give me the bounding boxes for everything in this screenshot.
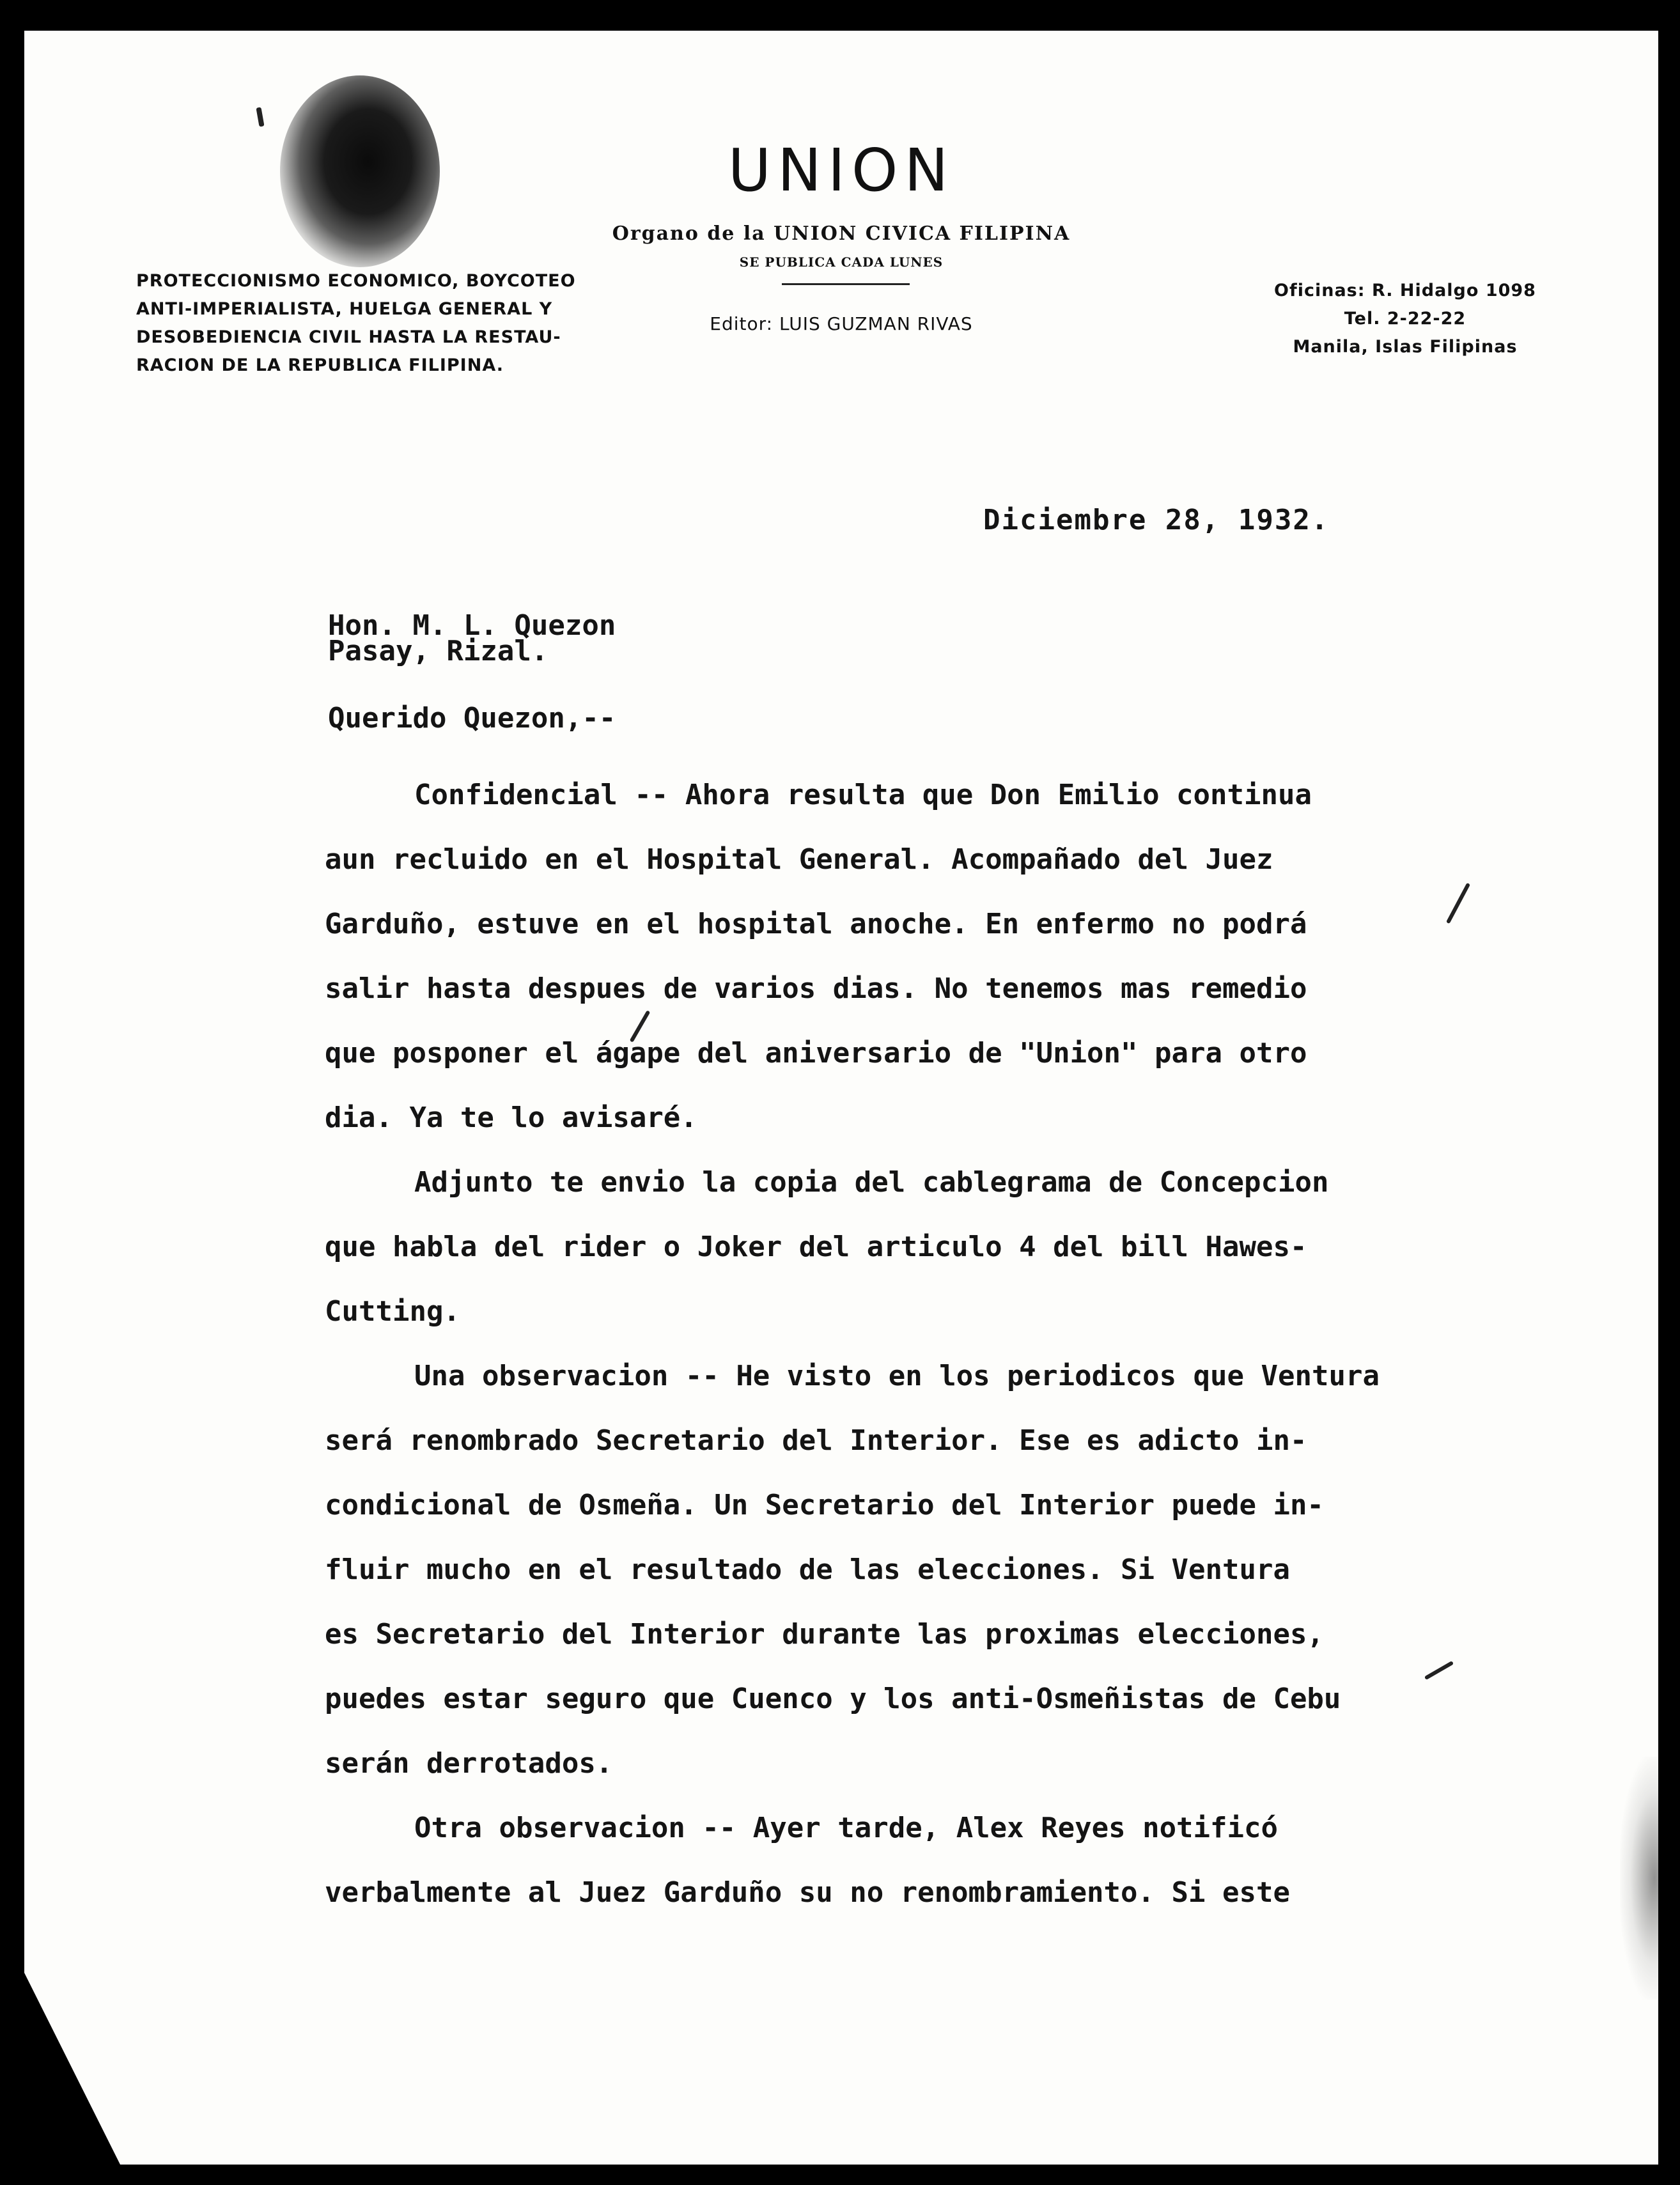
body-line: aun recluido en el Hospital General. Acompañado del Juez	[325, 843, 1273, 876]
torn-corner	[24, 1973, 120, 2165]
body-line: Otra observacion -- Ayer tarde, Alex Reyes notificó	[414, 1812, 1279, 1844]
letterhead-motto	[136, 267, 622, 380]
body-line: verbalmente al Juez Garduño su no renombramiento. Si este	[325, 1876, 1290, 1909]
body-line: Cutting.	[325, 1295, 460, 1328]
letter-body	[325, 763, 1539, 1925]
letter-page	[24, 31, 1658, 2165]
letterhead-office	[1226, 277, 1584, 361]
body-line: Una observacion -- He visto en los periodicos que Ventura	[414, 1360, 1380, 1392]
body-line: que habla del rider o Joker del articulo 4 del bill Hawes-	[325, 1231, 1307, 1263]
salutation: Querido Quezon,--	[328, 702, 616, 735]
body-line: puedes estar seguro que Cuenco y los anti-Osmeñistas de Cebu	[325, 1683, 1341, 1715]
body-line: salir hasta despues de varios dias. No tenemos mas remedio	[325, 972, 1307, 1005]
motto-line: DESOBEDIENCIA CIVIL HASTA LA RESTAU-	[136, 327, 561, 347]
body-line: será renombrado Secretario del Interior. Ese es adicto in-	[325, 1424, 1307, 1457]
letterhead-divider	[782, 283, 910, 285]
body-line: Garduño, estuve en el hospital anoche. En enfermo no podrá	[325, 908, 1307, 940]
letterhead-organ: Organo de la UNION CIVICA FILIPINA	[612, 222, 1071, 245]
body-line: Adjunto te envio la copia del cablegrama de Concepcion	[414, 1166, 1329, 1199]
body-line: serán derrotados.	[325, 1747, 613, 1780]
recipient-name: Hon. M. L. Quezon	[328, 609, 616, 642]
motto-line: RACION DE LA REPUBLICA FILIPINA.	[136, 355, 504, 375]
letter-date: Diciembre 28, 1932.	[983, 504, 1330, 536]
edge-smudge	[1620, 1757, 1658, 2000]
body-line: que posponer el ágape del aniversario de "Union" para otro	[325, 1037, 1307, 1069]
recipient-place: Pasay, Rizal.	[328, 635, 548, 667]
body-line: es Secretario del Interior durante las proximas elecciones,	[325, 1618, 1324, 1651]
body-line: fluir mucho en el resultado de las elecciones. Si Ventura	[325, 1553, 1290, 1586]
letterhead-editor: Editor: LUIS GUZMAN RIVAS	[710, 313, 973, 334]
letterhead-publication: SE PUBLICA CADA LUNES	[739, 254, 944, 270]
motto-line: ANTI-IMPERIALISTA, HUELGA GENERAL Y	[136, 299, 553, 319]
body-line: dia. Ya te lo avisaré.	[325, 1101, 697, 1134]
office-address: Oficinas: R. Hidalgo 1098	[1274, 281, 1536, 300]
motto-line: PROTECCIONISMO ECONOMICO, BOYCOTEO	[136, 271, 576, 291]
office-phone: Tel. 2-22-22	[1344, 309, 1466, 329]
body-line: Confidencial -- Ahora resulta que Don Emilio continua	[414, 779, 1312, 811]
body-line: condicional de Osmeña. Un Secretario del Interior puede in-	[325, 1489, 1324, 1521]
office-city: Manila, Islas Filipinas	[1293, 337, 1518, 357]
ink-speck	[256, 107, 264, 127]
letterhead-title: UNION	[727, 136, 955, 205]
